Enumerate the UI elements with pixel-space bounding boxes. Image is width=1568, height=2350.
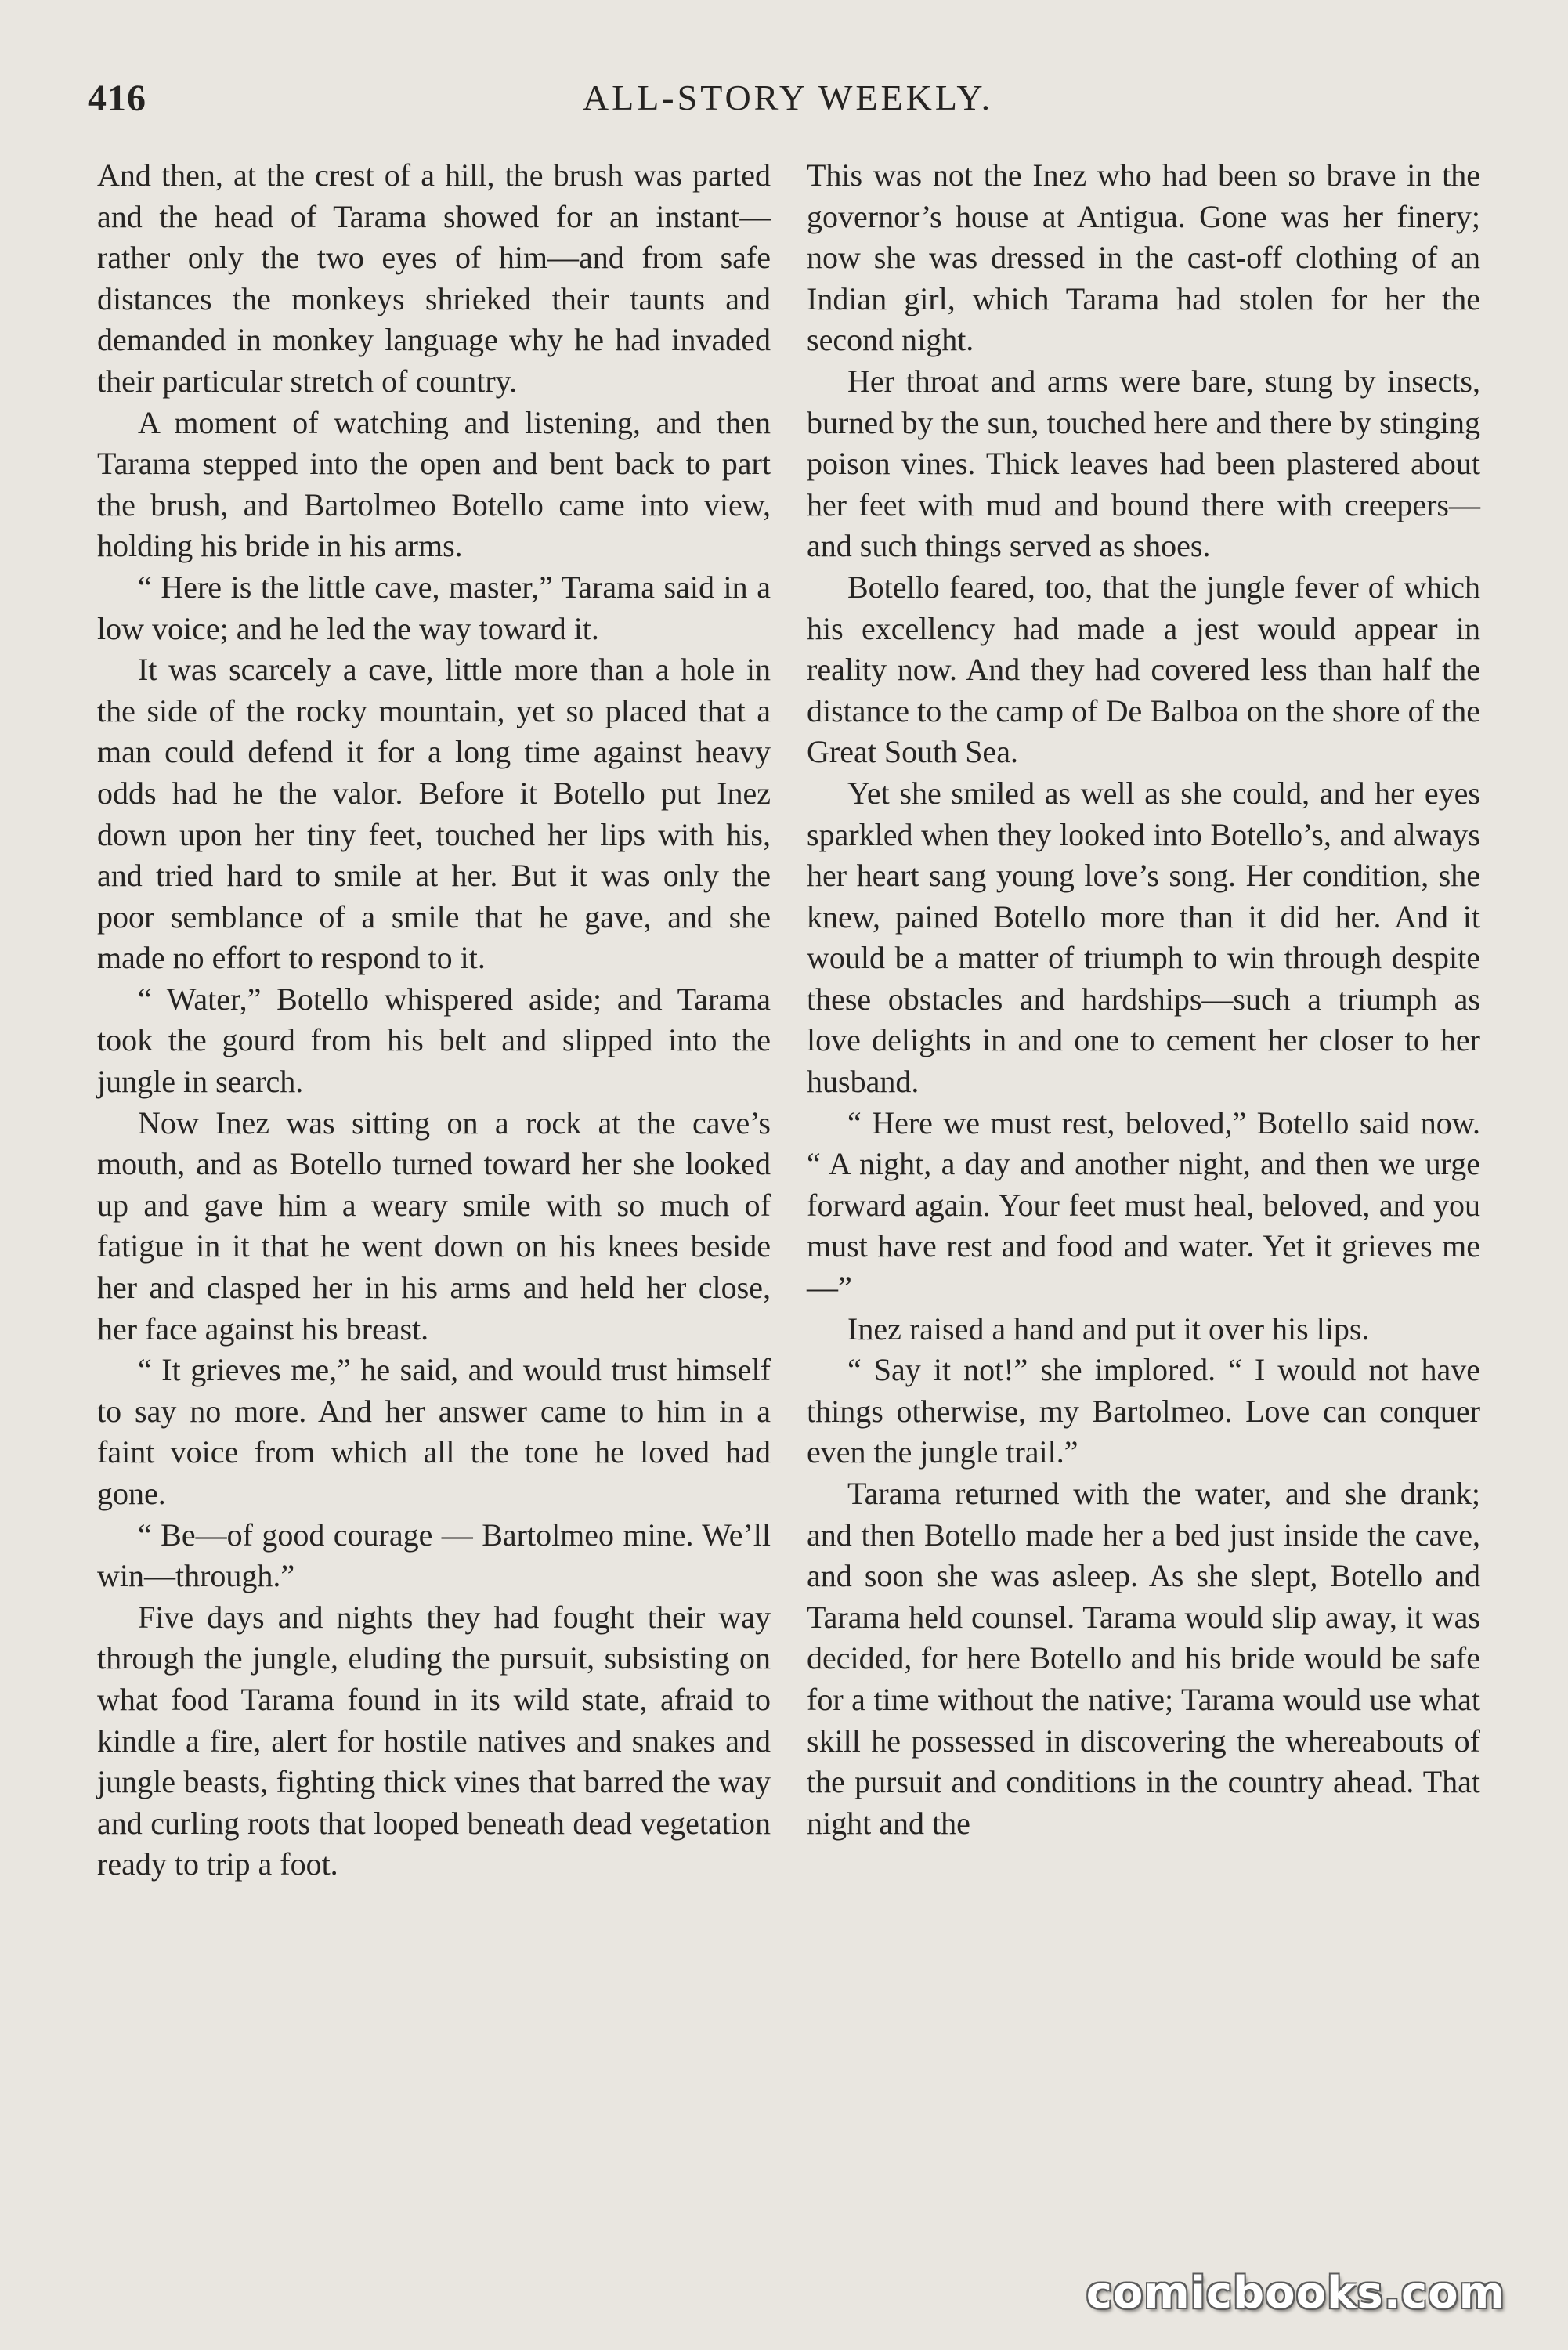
paragraph: “ Here we must rest, beloved,” Botello said now. “ A night, a day and another night, and then we urge forward again. Your feet must heal, beloved, and you must have rest and food and water. Yet it grieves me—” [807, 1104, 1480, 1306]
right-column [807, 155, 1480, 1844]
paragraph: It was scarcely a cave, little more than a hole in the side of the rocky mountain, yet so placed that a man could defend it for a long time against heavy odds had he the valor. Before it Botello put Inez down upon her tiny feet, touched her lips with his, and tried hard to smile at her. But it was only the poor semblance of a smile that he gave, and she made no effort to respond to it. [97, 652, 771, 976]
paragraph: “ Say it not!” she implored. “ I would not have things otherwise, my Bartolmeo. Love can conquer even the jungle trail.” [807, 1352, 1480, 1470]
paragraph: A moment of watching and listening, and then Tarama stepped into the open and bent back to part the brush, and Bartolmeo Botello came into view, holding his bride in his arms. [97, 404, 771, 564]
paragraph: Botello feared, too, that the jungle fever of which his excellency had made a jest would appear in reality now. And they had covered less than half the distance to the camp of De Balboa on the shore of the Great South Sea. [807, 569, 1480, 770]
paragraph: This was not the Inez who had been so brave in the governor’s house at Antigua. Gone was her finery; now she was dressed in the cast-off clothing of an Indian girl, which Tarama had stolen for her the second night. [807, 157, 1480, 358]
paragraph: Inez raised a hand and put it over his lips. [847, 1311, 1370, 1347]
paragraph: Five days and nights they had fought their way through the jungle, eluding the pursuit, subsisting on what food Tarama found in its wild state, afraid to kindle a fire, alert for hostile natives and snakes and jungle beasts, fighting thick vines that barred the way and curling roots that looped beneath dead vegetation ready to trip a foot. [97, 1599, 771, 1882]
paragraph: Her throat and arms were bare, stung by insects, burned by the sun, touched here and there by stinging poison vines. Thick leaves had been plastered about her feet with mud and bound there with creepers—and such things served as shoes. [807, 363, 1480, 564]
page-number: 416 [88, 78, 146, 119]
paragraph: “ Here is the little cave, master,” Tarama said in a low voice; and he led the way toward it. [97, 569, 771, 646]
running-title: ALL-STORY WEEKLY. [582, 78, 994, 118]
paragraph: Yet she smiled as well as she could, and her eyes sparkled when they looked into Botello’s, and always her heart sang young love’s song. Her condition, she knew, pained Botello more than it did her. And it would be a matter of triumph to win through despite these obstacles and hardships—such a triumph as love delights in and one to cement her closer to her husband. [807, 775, 1480, 1100]
watermark-logo: comicbooks.com [1086, 2268, 1505, 2319]
paragraph: And then, at the crest of a hill, the brush was parted and the head of Tarama showed for an instant—rather only the two eyes of him—and from safe distances the monkeys shrieked their taunts and demanded in monkey language why he had invaded their particular stretch of country. [97, 157, 771, 399]
page-header [88, 77, 1488, 139]
paragraph: “ It grieves me,” he said, and would trust himself to say no more. And her answer came to him in a faint voice from which all the tone he loved had gone. [97, 1352, 771, 1511]
left-column [97, 155, 771, 1885]
paragraph: Tarama returned with the water, and she drank; and then Botello made her a bed just inside the cave, and soon she was asleep. As she slept, Botello and Tarama held counsel. Tarama would slip away, it was decided, for here Botello and his bride would be safe for a time without the native; Tarama would use what skill he possessed in discovering the whereabouts of the pursuit and conditions in the country ahead. That night and the [807, 1476, 1480, 1841]
paragraph: “ Be—of good courage — Bartolmeo mine. We’ll win—through.” [97, 1517, 771, 1594]
paragraph: Now Inez was sitting on a rock at the cave’s mouth, and as Botello turned toward her she looked up and gave him a weary smile with so much of fatigue in it that he went down on his knees beside her and clasped her in his arms and held her close, her face against his breast. [97, 1104, 771, 1347]
paragraph: “ Water,” Botello whispered aside; and Tarama took the gourd from his belt and slipped into the jungle in search. [97, 981, 771, 1100]
